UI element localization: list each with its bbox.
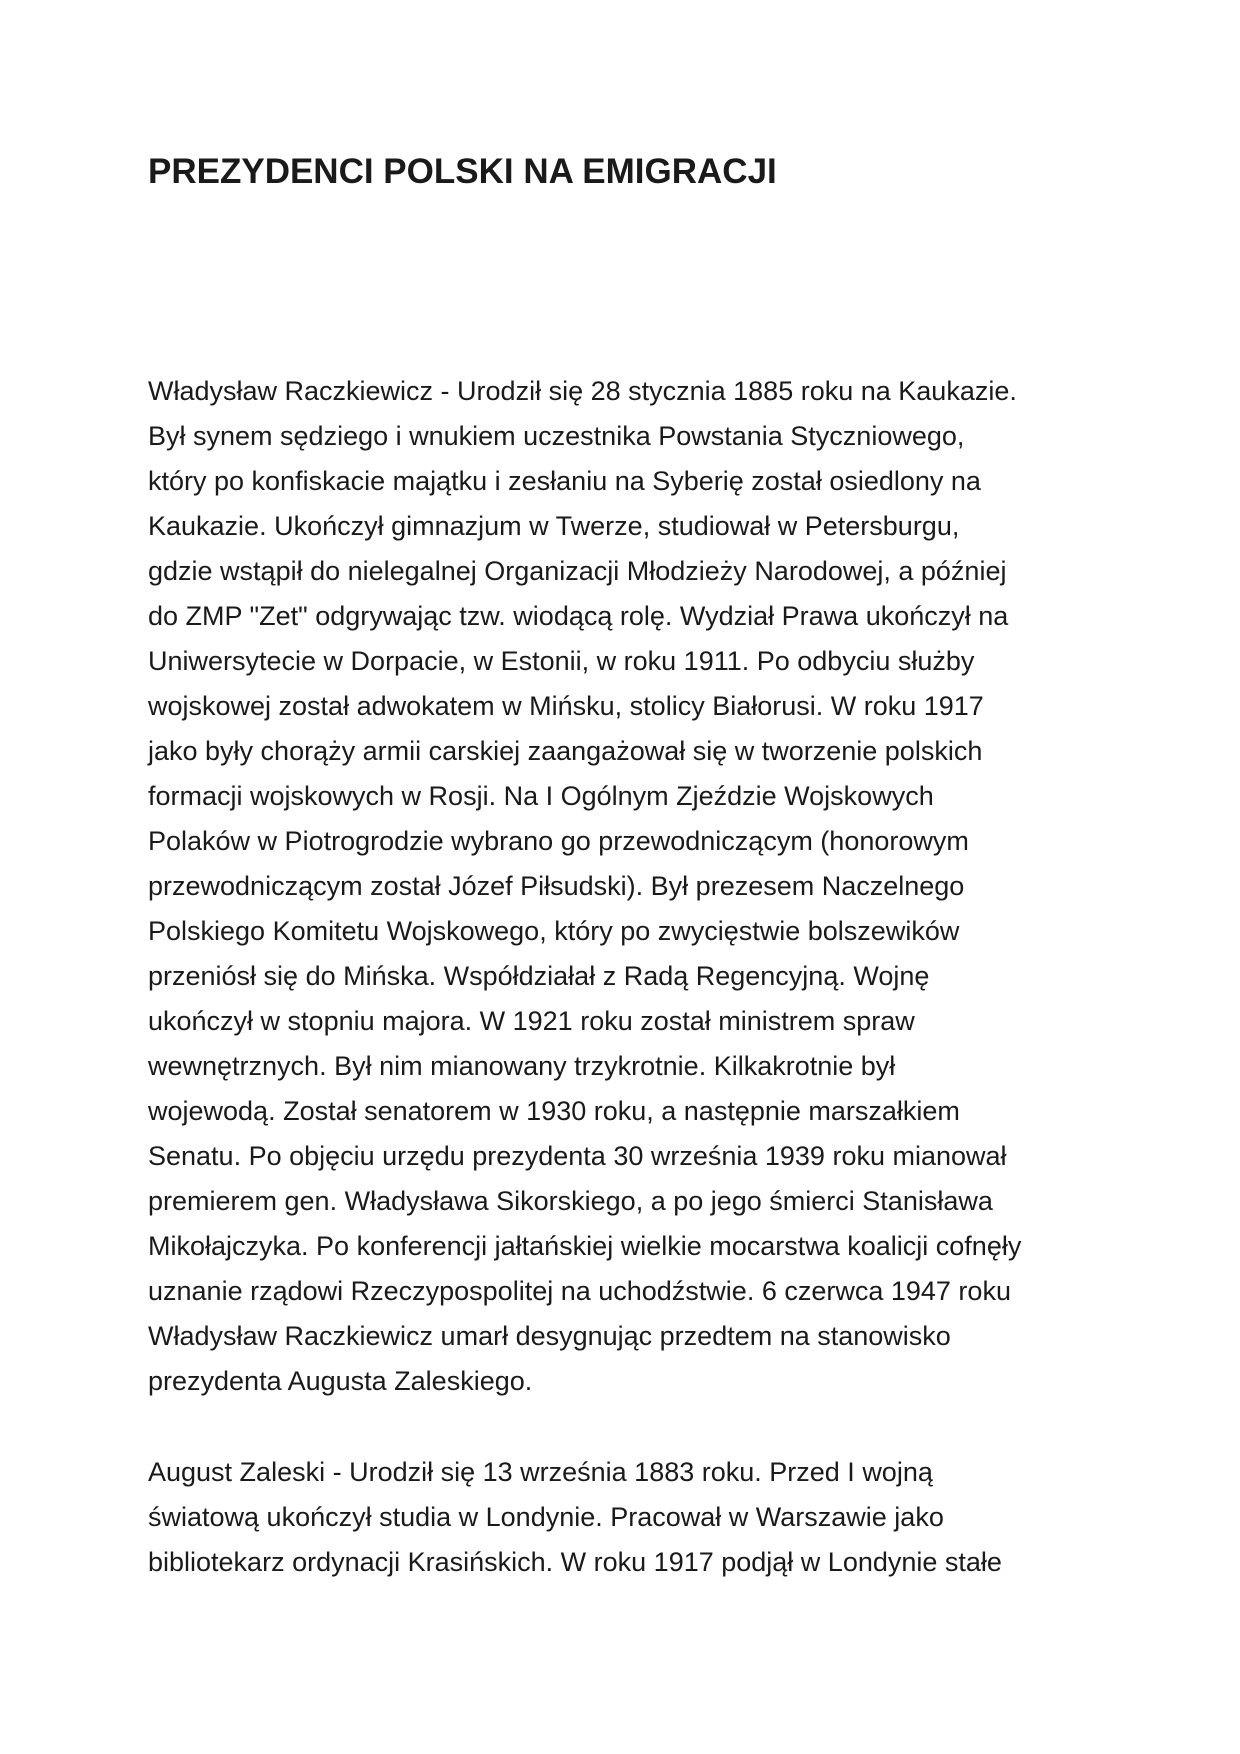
- text-line: jako były chorąży armii carskiej zaangażował się w tworzenie polskich: [148, 736, 983, 766]
- text-line: bibliotekarz ordynacji Krasińskich. W roku 1917 podjął w Londynie stałe: [148, 1547, 1002, 1577]
- text-line: prezydenta Augusta Zaleskiego.: [148, 1366, 533, 1396]
- text-line: Polaków w Piotrogrodzie wybrano go przewodniczącym (honorowym: [148, 826, 969, 856]
- text-line: przewodniczącym został Józef Piłsudski). Był prezesem Naczelnego: [148, 871, 965, 901]
- text-line: do ZMP "Zet" odgrywając tzw. wiodącą rolę. Wydział Prawa ukończył na: [148, 601, 1009, 631]
- text-line: Senatu. Po objęciu urzędu prezydenta 30 września 1939 roku mianował: [148, 1141, 1007, 1171]
- text-line: Władysław Raczkiewicz umarł desygnując przedtem na stanowisko: [148, 1321, 951, 1351]
- text-line: światową ukończył studia w Londynie. Pracował w Warszawie jako: [148, 1502, 944, 1532]
- document-title: PREZYDENCI POLSKI NA EMIGRACJI: [148, 152, 777, 191]
- text-line: formacji wojskowych w Rosji. Na I Ogólnym Zjeździe Wojskowych: [148, 781, 934, 811]
- text-line: gdzie wstąpił do nielegalnej Organizacji Młodzieży Narodowej, a później: [148, 556, 1007, 586]
- text-line: który po konfiskacie majątku i zesłaniu na Syberię został osiedlony na: [148, 466, 981, 496]
- text-line: Kaukazie. Ukończył gimnazjum w Twerze, studiował w Petersburgu,: [148, 511, 960, 541]
- text-line: wojskowej został adwokatem w Mińsku, stolicy Białorusi. W roku 1917: [148, 691, 984, 721]
- text-line: Uniwersytecie w Dorpacie, w Estonii, w roku 1911. Po odbyciu służby: [148, 646, 975, 676]
- text-line: wewnętrznych. Był nim mianowany trzykrotnie. Kilkakrotnie był: [148, 1051, 896, 1081]
- text-line: przeniósł się do Mińska. Współdziałał z Radą Regencyjną. Wojnę: [148, 961, 930, 991]
- text-line: August Zaleski - Urodził się 13 września 1883 roku. Przed I wojną: [148, 1457, 933, 1487]
- text-line: Polskiego Komitetu Wojskowego, który po zwycięstwie bolszewików: [148, 916, 960, 946]
- text-line: ukończył w stopniu majora. W 1921 roku został ministrem spraw: [148, 1006, 915, 1036]
- text-line: Mikołajczyka. Po konferencji jałtańskiej wielkie mocarstwa koalicji cofnęły: [148, 1231, 1022, 1261]
- paragraph-raczkiewicz: [148, 369, 1108, 1404]
- text-line: Władysław Raczkiewicz - Urodził się 28 stycznia 1885 roku na Kaukazie.: [148, 376, 1017, 406]
- paragraph-zaleski: [148, 1450, 1108, 1585]
- text-line: premierem gen. Władysława Sikorskiego, a po jego śmierci Stanisława: [148, 1186, 993, 1216]
- text-line: Był synem sędziego i wnukiem uczestnika Powstania Styczniowego,: [148, 421, 965, 451]
- text-line: uznanie rządowi Rzeczypospolitej na uchodźstwie. 6 czerwca 1947 roku: [148, 1276, 1011, 1306]
- text-line: wojewodą. Został senatorem w 1930 roku, a następnie marszałkiem: [148, 1096, 960, 1126]
